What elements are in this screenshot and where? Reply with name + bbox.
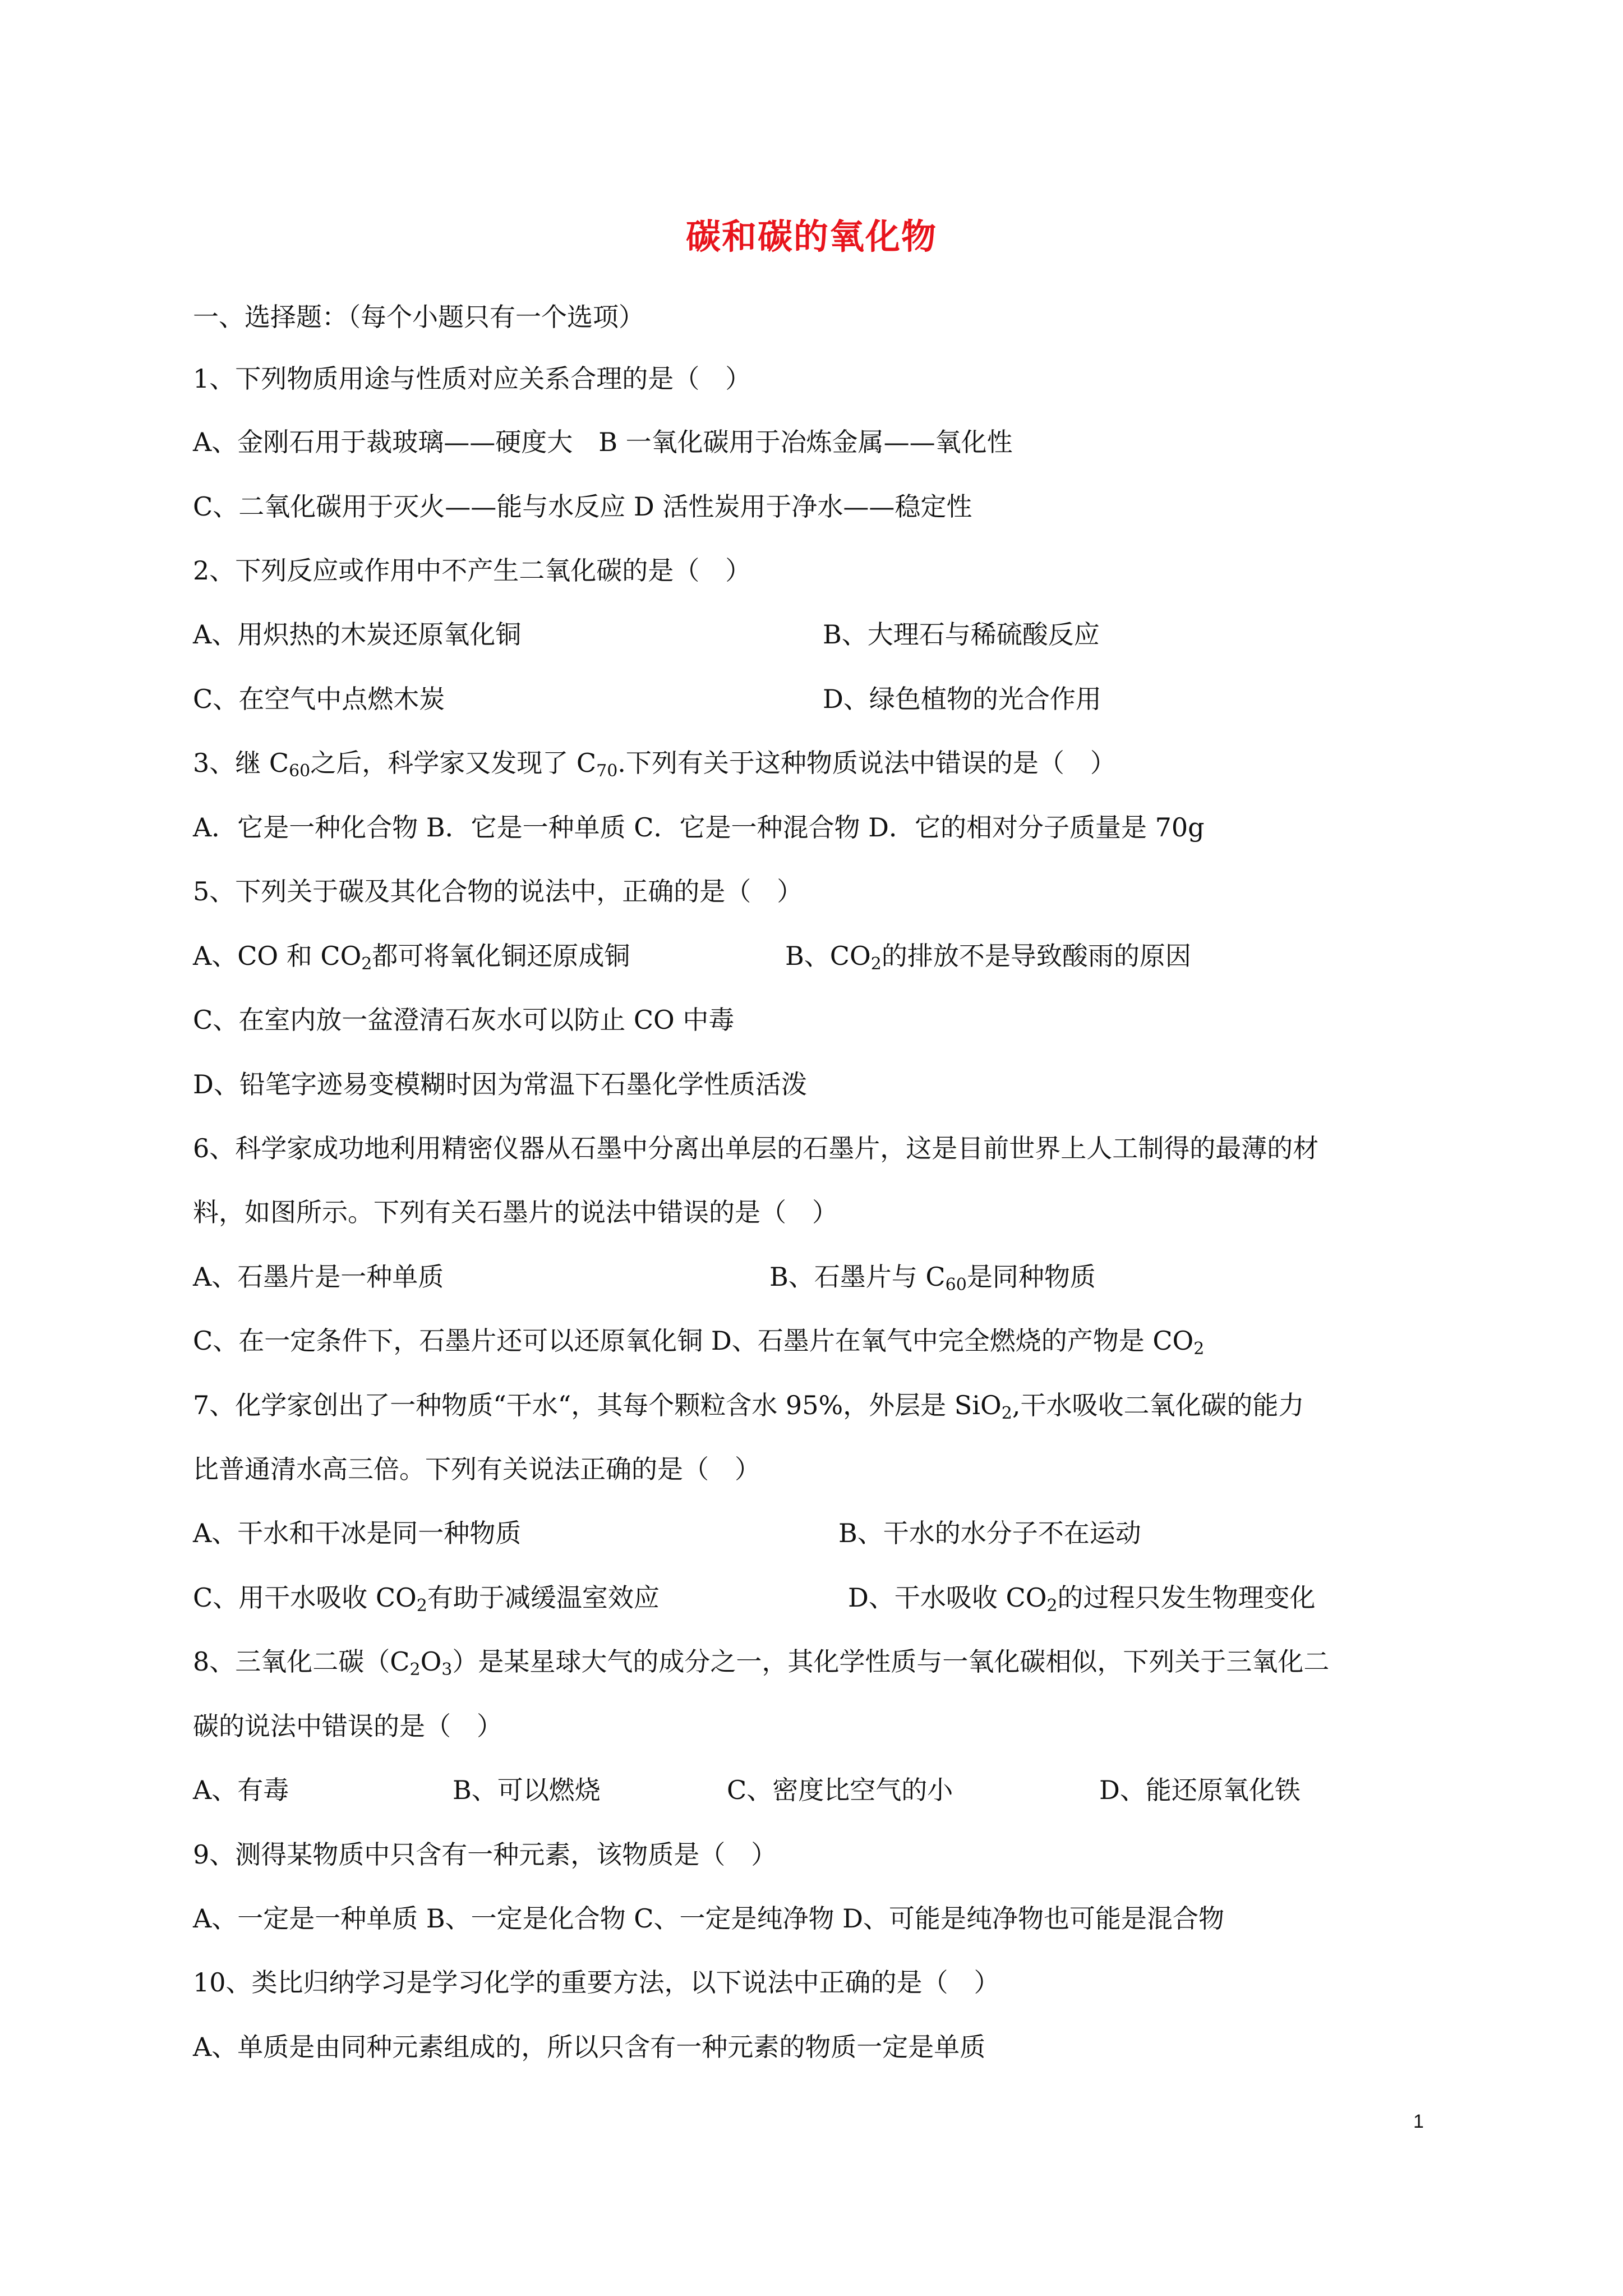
question-2-option-d: D、绿色植物的光合作用 xyxy=(823,684,1101,714)
question-3-stem: 3、继 $C_{60}$之后，科学家又发现了 $C_{70}$.下列有关于这种物质说法中错误的是（ ） xyxy=(193,748,1116,781)
question-6-options-cd: C、在一定条件下，石墨片还可以还原氧化铜 D、石墨片在氧气中完全燃烧的产物是 $CO_2$ xyxy=(193,1326,1205,1359)
question-7-option-b: B、干水的水分子不在运动 xyxy=(838,1518,1141,1548)
question-5-option-b: B、$CO_2$的排放不是导致酸雨的原因 xyxy=(785,941,1191,974)
page-number: 1 xyxy=(1413,2111,1424,2132)
question-5-stem: 5、下列关于碳及其化合物的说法中，正确的是（ ） xyxy=(193,876,803,907)
question-8-option-a: A、有毒 xyxy=(193,1775,289,1805)
question-1-stem: 1、下列物质用途与性质对应关系合理的是（ ） xyxy=(193,364,751,394)
question-6-stem-line2: 料，如图所示。下列有关石墨片的说法中错误的是（ ） xyxy=(193,1197,838,1227)
page-title: 碳和碳的氧化物 xyxy=(685,216,937,257)
question-2-option-b: B、大理石与稀硫酸反应 xyxy=(823,619,1100,650)
question-3-options: A．它是一种化合物 B．它是一种单质 C．它是一种混合物 D．它的相对分子质量是 70g xyxy=(193,812,1205,843)
question-8-option-b: B、可以燃烧 xyxy=(453,1775,601,1805)
question-5-option-c: C、在室内放一盆澄清石灰水可以防止 CO 中毒 xyxy=(193,1005,735,1035)
section-heading: 一、选择题：（每个小题只有一个选项） xyxy=(193,302,644,332)
question-7-option-d: D、干水吸收 $CO_2$的过程只发生物理变化 xyxy=(848,1582,1316,1616)
question-8-stem-line1: 8、三氧化二碳$(C_2O_3)$是某星球大气的成分之一，其化学性质与一氧化碳相似，下列关于三氧化二 xyxy=(193,1646,1330,1680)
question-1-options-cd: C、二氧化碳用于灭火——能与水反应 D 活性炭用于净水——稳定性 xyxy=(193,491,972,522)
question-6-option-b: B、石墨片与 $C_{60}$是同种物质 xyxy=(769,1262,1096,1295)
question-2-option-c: C、在空气中点燃木炭 xyxy=(193,684,445,714)
question-8-option-c: C、密度比空气的小 xyxy=(727,1775,953,1805)
question-10-stem: 10、类比归纳学习是学习化学的重要方法，以下说法中正确的是（ ） xyxy=(193,1967,1000,1998)
question-9-options: A、一定是一种单质 B、一定是化合物 C、一定是纯净物 D、可能是纯净物也可能是混合物 xyxy=(193,1903,1224,1934)
question-8-option-d: D、能还原氧化铁 xyxy=(1099,1775,1301,1805)
question-9-stem: 9、测得某物质中只含有一种元素，该物质是（ ） xyxy=(193,1839,777,1870)
question-5-option-a: A、CO 和 $CO_2$都可将氧化铜还原成铜 xyxy=(193,941,630,974)
question-7-stem-line1: 7、化学家创出了一种物质“干水“，其每个颗粒含水 95%，外层是 SiO$_2$,干水吸收二氧化碳的能力 xyxy=(193,1390,1304,1423)
question-8-stem-line2: 碳的说法中错误的是（ ） xyxy=(193,1711,502,1741)
question-10-option-a: A、单质是由同种元素组成的，所以只含有一种元素的物质一定是单质 xyxy=(193,2032,986,2062)
question-6-stem-line1: 6、科学家成功地利用精密仪器从石墨中分离出单层的石墨片，这是目前世界上人工制得的最薄的材 xyxy=(193,1133,1319,1163)
question-1-options-ab: A、金刚石用于裁玻璃——硬度大 B 一氧化碳用于冶炼金属——氧化性 xyxy=(193,427,1013,457)
question-7-option-c: C、用干水吸收 $CO_2$有助于减缓温室效应 xyxy=(193,1582,660,1616)
question-2-option-a: A、用炽热的木炭还原氧化铜 xyxy=(193,619,522,650)
question-2-stem: 2、下列反应或作用中不产生二氧化碳的是（ ） xyxy=(193,555,751,586)
question-7-option-a: A、干水和干冰是同一种物质 xyxy=(193,1518,522,1548)
question-6-option-a: A、石墨片是一种单质 xyxy=(193,1262,444,1292)
question-5-option-d: D、铅笔字迹易变模糊时因为常温下石墨化学性质活泼 xyxy=(193,1069,807,1099)
question-7-stem-line2: 比普通清水高三倍。下列有关说法正确的是（ ） xyxy=(193,1454,760,1484)
